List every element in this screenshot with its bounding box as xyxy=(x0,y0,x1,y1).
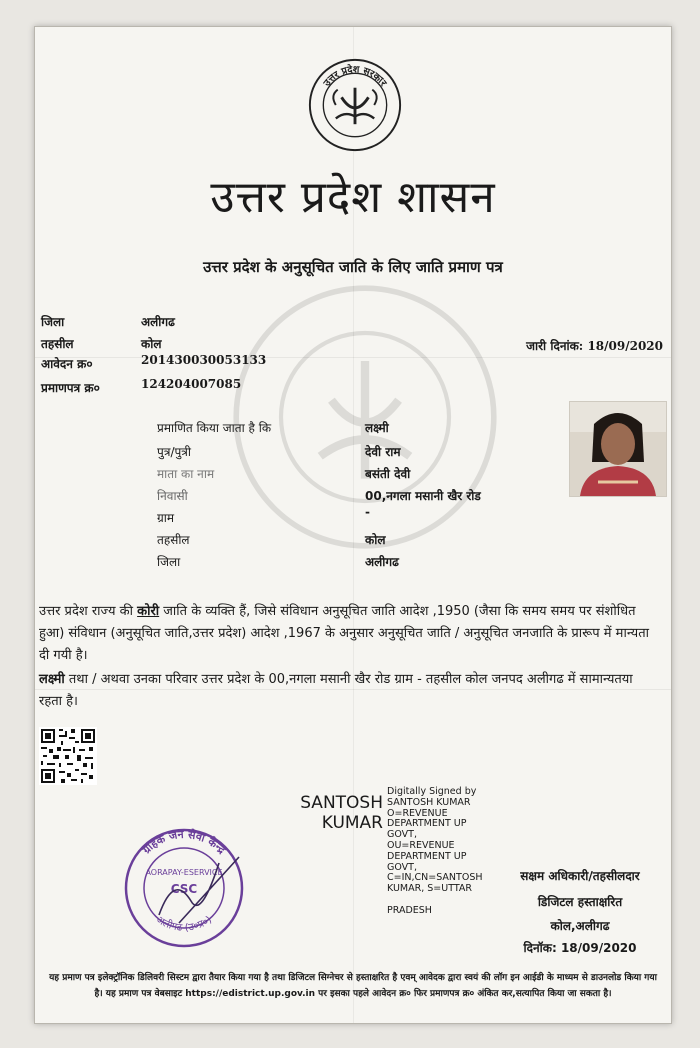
caste-name: कोरी xyxy=(137,604,160,619)
field-label: जिला xyxy=(157,555,181,569)
csc-stamp-icon xyxy=(119,823,249,953)
tehsil-label: तहसील xyxy=(41,337,74,351)
field-value-name: लक्ष्मी xyxy=(365,421,389,435)
stamp-top-text: ग्राहक जन सेवा केन्द्र xyxy=(140,827,229,857)
stamp-bottom-text: अलीगढ (उ०प्र०) xyxy=(153,914,215,934)
svg-text:ग्राहक जन सेवा केन्द्र xyxy=(139,827,229,857)
field-value-tehsil: कोल xyxy=(365,533,386,547)
field-value-mother: बसंती देवी xyxy=(365,467,411,481)
field-value-district: अलीगढ xyxy=(365,555,399,569)
stamp-center-text: CSC xyxy=(170,882,198,896)
signer-last-name: KUMAR xyxy=(321,813,383,833)
certificate-no-value: 124204007085 xyxy=(141,377,242,391)
residence-paragraph xyxy=(39,669,659,713)
emblem-text: उत्तर प्रदेश सरकार xyxy=(321,64,389,89)
applicant-name: लक्ष्मी xyxy=(39,672,65,687)
officer-location: कोल,अलीगढ xyxy=(550,919,610,933)
up-government-emblem-icon xyxy=(307,57,403,153)
district-label: जिला xyxy=(41,315,65,329)
footer-note: यह प्रमाण पत्र इलेक्ट्रॉनिक डिलिवरी सिस्टम द्वारा तैयार किया गया है तथा डिजिटल सिग्नेचर से हस्ताक्षरित है एवम् आवेदक द्वारा स्वयं की लॉग इन आईडी के माध्यम से डाउनलोड किया गया है। यह प्रमाण पत्र वेबसाइट https://edistrict.up.gov.in पर इसका पहले आवेदन क्र० फिर प्रमाणपत्र क्र० अंकित कर,सत्यापित किया जा सकता है। xyxy=(49,973,657,999)
paragraph-text: जाति के व्यक्ति हैं, जिसे संविधान अनुसूचित जाति आदेश ,1950 (जैसा कि समय समय पर संशोधित हुआ) संविधान (अनुसूचित जाति,उत्तर प्रदेश) आदेश ,1967 के अनुसार अनुसूचित जाति / अनुसूचित जनजाति के प्रारूप में मान्यता दी गयी है। xyxy=(39,604,649,663)
field-value-village: - xyxy=(365,505,370,519)
person-photo-icon xyxy=(570,402,666,496)
field-value-residence: 00,नगला मसानी खैर रोड xyxy=(365,489,481,503)
field-label: प्रमाणित किया जाता है कि xyxy=(157,421,272,435)
stamp-mid-text: AORAPAY-ESERVICE xyxy=(145,868,223,877)
field-value-father: देवी राम xyxy=(365,445,401,459)
field-label: ग्राम xyxy=(157,511,175,525)
field-label: पुत्र/पुत्री xyxy=(157,445,192,459)
certificate-paragraph xyxy=(39,601,659,667)
certificate-sheet xyxy=(34,26,672,1024)
field-label: माता का नाम xyxy=(157,467,215,481)
tehsil-value: कोल xyxy=(141,337,162,351)
certificate-subtitle: उत्तर प्रदेश के अनुसूचित जाति के लिए जाति प्रमाण पत्र xyxy=(203,258,503,276)
issue-date-value: 18/09/2020 xyxy=(587,339,663,353)
issue-date-label: जारी दिनांक: xyxy=(526,339,584,353)
applicant-photo xyxy=(569,401,667,497)
paragraph-text: तथा / अथवा उनका परिवार उत्तर प्रदेश के 00,नगला मसानी खैर रोड ग्राम - तहसील कोल जनपद अलीगढ में सामान्यतया रहता है। xyxy=(39,672,633,709)
district-value: अलीगढ xyxy=(141,315,175,329)
certificate-no-label: प्रमाणपत्र क्र० xyxy=(41,381,100,395)
paragraph-text: उत्तर प्रदेश राज्य की xyxy=(39,604,138,619)
digital-signature-details: Digitally Signed by SANTOSH KUMAR O=REVENUE DEPARTMENT UP GOVT, OU=REVENUE DEPARTMENT UP GOVT, C=IN,CN=SANTOSH KUMAR, S=UTTAR PRADESH xyxy=(387,786,483,916)
officer-date-value: 18/09/2020 xyxy=(560,941,637,955)
qr-code-icon xyxy=(39,727,97,785)
field-label: निवासी xyxy=(157,489,188,503)
field-label: तहसील xyxy=(157,533,190,547)
application-no-label: आवेदन क्र० xyxy=(41,357,93,371)
officer-designation: सक्षम अधिकारी/तहसीलदार xyxy=(520,869,640,883)
issue-date xyxy=(526,337,663,354)
application-no-value: 201430030053133 xyxy=(141,353,267,367)
officer-digital-signed: डिजिटल हस्ताक्षरित xyxy=(537,895,623,909)
officer-date xyxy=(505,939,655,956)
signer-first-name: SANTOSH xyxy=(300,793,383,813)
page-title: उत्तर प्रदेश शासन xyxy=(210,172,496,223)
officer-date-label: दिनॉक: xyxy=(523,941,557,955)
signer-name xyxy=(291,793,383,833)
